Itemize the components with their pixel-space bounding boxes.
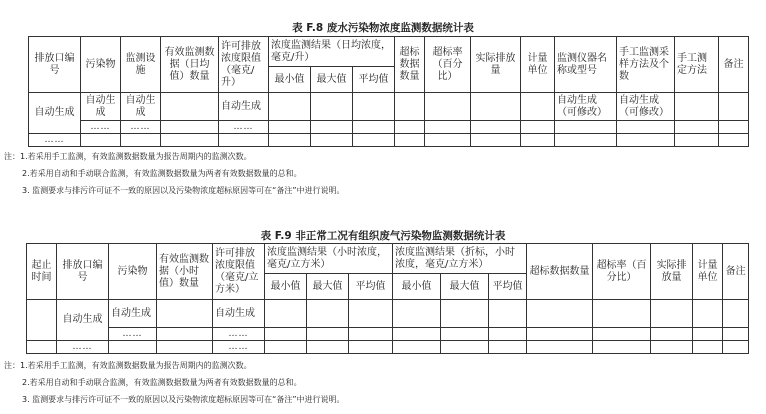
header-exceed-rate: 超标率（百分比）: [425, 37, 471, 93]
table-cell: [489, 300, 527, 328]
cell-dots: ……: [109, 328, 157, 341]
table-cell: [307, 341, 349, 354]
table-cell: [425, 93, 471, 121]
header-unit: 计量单位: [521, 37, 555, 93]
table-cell: [441, 328, 489, 341]
header-limit: 许可排放浓度限值（毫克/立方米）: [213, 244, 265, 300]
header-instrument: 监测仪器名称或型号: [555, 37, 617, 93]
header-manual-test: 手工测定方法: [675, 37, 719, 93]
table-cell: [723, 328, 749, 341]
table-cell: [651, 328, 693, 341]
cell-auto-instrument: 自动生成（可修改）: [555, 93, 617, 121]
header-valid-count: 有效监测数据（小时值）数量: [157, 244, 213, 300]
table-cell: [593, 300, 651, 328]
table-cell: [161, 134, 219, 147]
table-f8-caption: 表 F.8 废水污染物浓度监测数据统计表: [292, 22, 474, 34]
header-avg: 平均值: [349, 274, 393, 300]
header-actual: 实际排放量: [651, 244, 693, 300]
header-unit: 计量单位: [693, 244, 723, 300]
table-f9-note-2: 2.若采用自动和手动联合监测，有效监测数据数量为两者有效数据数量的总和。: [22, 378, 302, 387]
abnormal-gas-table: [26, 243, 749, 354]
header-limit: 许可排放浓度限值（毫克/升）: [219, 37, 269, 93]
header-outlet-no: 排放口编号: [57, 244, 109, 300]
table-f9-note-1: 注：1.若采用手工监测，有效监测数据数量为报告周期内的监测次数。: [4, 361, 252, 370]
wastewater-table: [28, 36, 749, 147]
header-exceed-rate: 超标率（百分比）: [593, 244, 651, 300]
cell-auto-outlet: 自动生成: [57, 300, 109, 341]
header-max: 最大值: [307, 274, 349, 300]
cell-auto-limit: 自动生成: [213, 300, 265, 328]
table-cell: [395, 134, 425, 147]
header-remark: 备注: [723, 244, 749, 300]
table-cell: [617, 134, 675, 147]
table-cell: [693, 300, 723, 328]
table-cell: [425, 134, 471, 147]
table-cell: [269, 93, 311, 121]
table-cell: [675, 93, 719, 121]
table-cell: [395, 121, 425, 134]
table-cell: [723, 300, 749, 328]
table-cell: [489, 328, 527, 341]
table-cell: [651, 300, 693, 328]
header-exceed-count: 超标数据数量: [527, 244, 593, 300]
table-cell: [311, 134, 353, 147]
table-cell: [555, 121, 617, 134]
table-cell: [527, 300, 593, 328]
table-cell: [521, 93, 555, 121]
table-cell: [27, 300, 57, 341]
table-cell: [157, 328, 213, 341]
cell-auto-pollutant: 自动生成: [81, 93, 121, 121]
table-f8-note-1: 注：1.若采用手工监测，有效监测数据数量为报告周期内的监测次数。: [4, 152, 252, 161]
table-cell: [353, 121, 395, 134]
cell-auto-limit: 自动生成: [219, 93, 269, 121]
table-cell: [393, 300, 441, 328]
table-cell: [161, 121, 219, 134]
table-cell: [393, 328, 441, 341]
header-facility: 监测设施: [121, 37, 161, 93]
table-cell: [81, 134, 121, 147]
table-cell: [521, 134, 555, 147]
table-cell: [651, 341, 693, 354]
table-cell: [349, 328, 393, 341]
table-cell: [121, 134, 161, 147]
cell-dots: ……: [81, 121, 121, 134]
table-cell: [157, 341, 213, 354]
header-conc-group-1: 浓度监测结果（小时浓度，毫克/立方米）: [265, 244, 393, 274]
table-cell: [675, 134, 719, 147]
table-cell: [27, 341, 57, 354]
table-cell: [527, 328, 593, 341]
header-outlet-no: 排放口编号: [29, 37, 81, 93]
table-cell: [265, 341, 307, 354]
cell-auto-manual-method: 自动生成（可修改）: [617, 93, 675, 121]
header-remark: 备注: [719, 37, 749, 93]
cell-dots: ……: [213, 341, 265, 354]
table-cell: [719, 121, 749, 134]
header-conc-group: 浓度监测结果（日均浓度，毫克/升）: [269, 37, 395, 67]
table-f8-note-2: 2.若采用自动和手动联合监测，有效监测数据数量为两者有效数据数量的总和。: [22, 169, 302, 178]
table-cell: [471, 134, 521, 147]
header-valid-count: 有效监测数据（日均值）数量: [161, 37, 219, 93]
cell-auto-facility: 自动生成: [121, 93, 161, 121]
header-actual: 实际排放量: [471, 37, 521, 93]
header-time: 起止时间: [27, 244, 57, 300]
table-cell: [307, 328, 349, 341]
header-min: 最小值: [269, 67, 311, 93]
table-cell: [311, 121, 353, 134]
header-max: 最大值: [311, 67, 353, 93]
table-cell: [593, 341, 651, 354]
table-cell: [521, 121, 555, 134]
header-min-std: 最小值: [393, 274, 441, 300]
table-cell: [723, 341, 749, 354]
cell-dots: ……: [121, 121, 161, 134]
table-cell: [471, 93, 521, 121]
table-cell: [489, 341, 527, 354]
cell-dots: ……: [213, 328, 265, 341]
header-manual-method: 手工监测采样方法及个数: [617, 37, 675, 93]
cell-auto-outlet: 自动生成: [29, 93, 81, 134]
table-cell: [555, 134, 617, 147]
table-cell: [471, 121, 521, 134]
table-cell: [353, 134, 395, 147]
header-pollutant: 污染物: [109, 244, 157, 300]
table-cell: [425, 121, 471, 134]
table-cell: [593, 328, 651, 341]
table-cell: [441, 300, 489, 328]
table-cell: [307, 300, 349, 328]
cell-dots: ……: [219, 121, 269, 134]
table-cell: [157, 300, 213, 328]
cell-auto-pollutant: 自动生成: [109, 300, 157, 328]
table-cell: [349, 300, 393, 328]
header-min: 最小值: [265, 274, 307, 300]
table-cell: [109, 341, 157, 354]
table-cell: [161, 93, 219, 121]
table-cell: [269, 134, 311, 147]
table-f8-note-3: 3. 监测要求与排污许可证不一致的原因以及污染物浓度超标原因等可在“备注”中进行说明。: [22, 186, 345, 195]
table-cell: [693, 328, 723, 341]
cell-dots: ……: [57, 341, 109, 354]
header-exceed-count: 超标数据数量: [395, 37, 425, 93]
table-cell: [719, 93, 749, 121]
header-avg: 平均值: [353, 67, 395, 93]
cell-dots: ……: [29, 134, 81, 147]
table-cell: [527, 341, 593, 354]
table-cell: [265, 300, 307, 328]
table-cell: [219, 134, 269, 147]
table-f9-caption: 表 F.9 非正常工况有组织废气污染物监测数据统计表: [260, 230, 506, 242]
table-f9-note-3: 3. 监测要求与排污许可证不一致的原因以及污染物浓度超标原因等可在“备注”中进行说明。: [22, 395, 345, 404]
table-cell: [441, 341, 489, 354]
table-cell: [265, 328, 307, 341]
table-cell: [675, 121, 719, 134]
table-cell: [617, 121, 675, 134]
table-cell: [393, 341, 441, 354]
header-avg-std: 平均值: [489, 274, 527, 300]
header-max-std: 最大值: [441, 274, 489, 300]
table-cell: [719, 134, 749, 147]
table-cell: [311, 93, 353, 121]
header-conc-group-2: 浓度监测结果（折标，小时浓度，毫克/立方米）: [393, 244, 527, 274]
header-pollutant: 污染物: [81, 37, 121, 93]
table-cell: [353, 93, 395, 121]
table-cell: [269, 121, 311, 134]
table-cell: [395, 93, 425, 121]
table-cell: [349, 341, 393, 354]
table-cell: [693, 341, 723, 354]
